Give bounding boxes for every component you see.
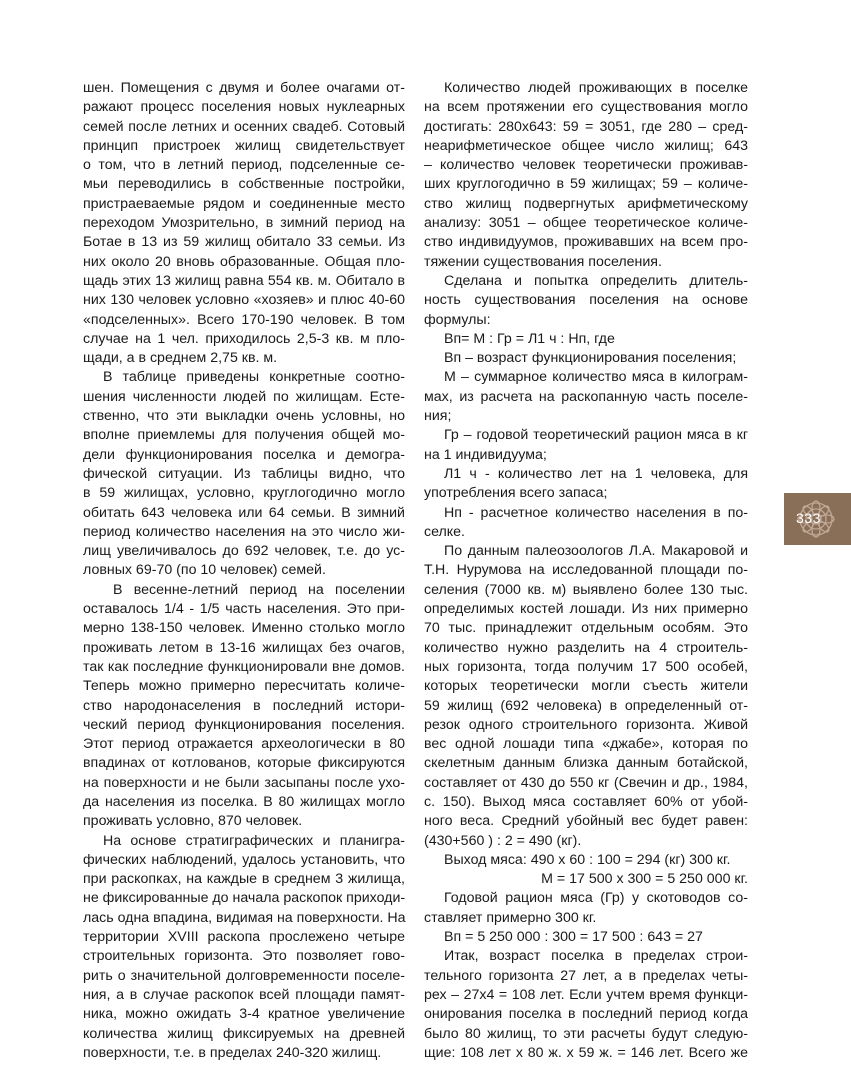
text-line: неарифметическое общее число жилищ; 643: [424, 137, 748, 154]
text-line: впадинах от котлованов, которые фиксируются: [83, 755, 405, 772]
text-line: дели функционирования поселка и демогра-: [83, 446, 405, 463]
text-line: лищ увеличивалось до 692 человек, т.е. до ус-: [83, 543, 405, 560]
text-line: них около 20 вновь образованные. Общая пло-: [83, 253, 405, 270]
text-line: оставалось 1/4 - 1/5 часть населения. Это при-: [83, 601, 405, 618]
text-line: щадь этих 13 жилищ равна 554 кв. м. Обитало в: [83, 272, 405, 289]
text-line: которых теоретически могли съесть жители: [424, 678, 748, 695]
text-line: Количество людей проживающих в поселке: [444, 80, 748, 96]
page-number: 333: [796, 510, 821, 526]
text-line: фических наблюдений, удалось установить, что: [83, 851, 405, 868]
text-line: скелетным данным близка данным ботайской,: [424, 755, 748, 772]
text-line: 59 жилищ (692 человека) в определенный от-: [424, 697, 748, 714]
text-line: было 80 жилищ, то эти расчеты будут следую-: [424, 1025, 748, 1042]
text-line: употребления всего запаса;: [424, 485, 608, 502]
text-line: так как последние функционировали вне домов.: [83, 658, 405, 675]
text-line: ство народонаселения в последний истори-: [83, 697, 405, 714]
text-line: Гр – годовой теоретический рацион мяса в кг: [444, 427, 748, 444]
text-line: семей после летних и осенних свадеб. Сотовый: [83, 118, 405, 135]
text-line: Вп – возраст функционирования поселения;: [444, 350, 737, 367]
text-line: ражают процесс поселения новых нуклеарных: [83, 99, 405, 116]
text-line: территории XVIII раскопа прослежено четыре: [83, 929, 405, 946]
text-line: да населения из поселка. В 80 жилищах могло: [83, 793, 405, 810]
text-line: (430+560 ) : 2 = 490 (кг).: [424, 832, 582, 849]
text-line: М – суммарное количество мяса в килограм-: [444, 369, 748, 386]
text-line: ство жилищ подвергнутых арифметическому: [424, 195, 748, 212]
text-line: Годовой рацион мяса (Гр) у скотоводов со-: [444, 890, 748, 907]
text-line: о том, что в летний период, подселенные се-: [83, 157, 405, 174]
page-number-tab: [784, 493, 851, 545]
text-line: рех – 27х4 = 108 лет. Если учтем время функци-: [424, 986, 748, 1003]
text-line: ность существования поселения на основе: [424, 292, 748, 309]
text-line: Выход мяса: 490 х 60 : 100 = 294 (кг) 300 кг.: [444, 851, 731, 868]
text-line: Теперь можно примерно пересчитать количе-: [83, 678, 405, 695]
text-line: на поверхности и не были засыпаны после ухо-: [83, 774, 405, 791]
text-line: Нп - расчетное количество населения в по-: [444, 504, 748, 521]
text-line: определимых костей лошади. Из них примерно: [424, 601, 748, 618]
text-line: ния;: [424, 408, 452, 425]
text-line: них 130 человек условно «хозяев» и плюс 40-60: [83, 292, 405, 309]
text-line: ния, а в случае раскопок всей площади памят-: [83, 986, 405, 1003]
text-line: селения (7000 кв. м) выявлено более 130 тыс.: [424, 581, 748, 598]
text-line: тельного горизонта 27 лет, а в пределах четы-: [424, 967, 748, 984]
text-line: ственно, что эти выкладки очень условны, но: [83, 408, 405, 425]
text-line: мьи переводились в собственные постройки,: [83, 176, 405, 193]
text-line: мерно 138-150 человек. Именно столько могло: [83, 620, 405, 637]
text-line: проживать условно, 870 человек.: [83, 813, 303, 830]
text-line: пристраеваемые рядом и соединенные место: [83, 195, 405, 212]
text-line: «подселенных». Всего 170-190 человек. В том: [83, 311, 405, 328]
text-line: щие: 108 лет х 80 ж. х 59 ж. = 146 лет. Всего же: [424, 1044, 748, 1061]
text-line: На основе стратиграфических и планигра-: [103, 832, 405, 849]
text-line: фической ситуации. Из таблицы видно, что: [83, 465, 405, 482]
text-line: обитать 643 человека или 64 семьи. В зимний: [83, 504, 405, 521]
text-line: Л1 ч - количество лет на 1 человека, для: [444, 465, 748, 482]
text-line: щади, а в среднем 2,75 кв. м.: [83, 350, 278, 367]
text-line: принцип пристроек жилищ свидетельствует: [83, 137, 405, 154]
text-line: Ботае в 13 из 59 жилищ обитало 33 семьи. Из: [83, 234, 405, 251]
text-line: ставляет примерно 300 кг.: [424, 909, 597, 926]
right-column: [424, 79, 748, 1063]
text-line: онирования поселка в последний период когда: [424, 1006, 748, 1023]
text-line: строительных горизонта. Это позволяет гово-: [83, 948, 405, 965]
text-line: количества жилищ фиксируемых на древней: [83, 1025, 405, 1042]
text-line: мах, из расчета на раскопанную часть поселе-: [424, 388, 748, 405]
text-line: не фиксированные до начала раскопок приходи-: [83, 890, 406, 907]
text-line: вес одной лошади типа «джабе», которая по: [424, 736, 748, 753]
left-column: [83, 79, 405, 1063]
text-line: Итак, возраст поселка в пределах строи-: [444, 948, 748, 965]
text-line: шен. Помещения с двумя и более очагами от-: [83, 80, 405, 96]
text-line: В весенне-летний период на поселении: [113, 581, 405, 598]
text-line: ческий период функционирования поселения.: [83, 716, 405, 733]
text-line: ших круглогодично в 59 жилищах; 59 – количе-: [424, 176, 748, 193]
text-line: на всем протяжении его существования могло: [424, 99, 748, 116]
text-line: в 59 жилищах, условно, круглогодично могло: [83, 485, 405, 502]
text-line: анализу: 3051 – общее теоретическое количе-: [424, 215, 748, 232]
text-line: составляет от 430 до 550 кг (Свечин и др., 1984,: [424, 774, 748, 791]
text-line: В таблице приведены конкретные соотно-: [103, 369, 405, 386]
text-line: ловных 69-70 (по 10 человек) семей.: [83, 562, 326, 579]
text-line: вполне приемлемы для получения общей мо-: [83, 427, 405, 444]
text-line: переходом Умозрительно, в зимний период на: [83, 215, 405, 232]
text-line: тяжении существования поселения.: [424, 253, 662, 270]
text-line: при раскопках, на каждые в среднем 3 жилища,: [83, 871, 405, 888]
text-line: случае на 1 чел. приходилось 2,5-3 кв. м пло-: [83, 330, 405, 347]
text-line: на 1 индивидуума;: [424, 446, 547, 463]
text-line: Вп= М : Гр = Л1 ч : Нп, где: [444, 330, 615, 347]
text-line: период количество населения на это число жи-: [83, 523, 405, 540]
text-line: 70 тыс. принадлежит отдельным особям. Это: [424, 620, 748, 637]
text-line: с. 150). Выход мяса составляет 60% от убой-: [424, 793, 748, 810]
text-line: Сделана и попытка определить длитель-: [444, 272, 748, 289]
text-line: шения численности людей по жилищам. Есте-: [83, 388, 405, 405]
text-line: Т.Н. Нурумова на исследованной площади по-: [424, 562, 748, 579]
text-line: формулы:: [424, 311, 491, 328]
text-line: поверхности, т.е. в пределах 240-320 жилищ.: [83, 1044, 382, 1061]
text-line: ных горизонта, тогда получим 17 500 особей,: [424, 658, 748, 675]
text-line: лась одна впадина, видимая на поверхности. На: [83, 909, 406, 926]
text-line: ного веса. Средний убойный вес будет равен:: [424, 813, 748, 830]
text-line: – количество человек теоретически проживав-: [424, 157, 748, 174]
text-line: количество нужно разделить на 4 строитель-: [424, 639, 748, 656]
text-line: проживать летом в 13-16 жилищах без очагов,: [83, 639, 405, 656]
text-line: ника, можно ожидать 3-4 кратное увеличение: [83, 1006, 405, 1023]
text-line: По данным палеозоологов Л.А. Макаровой и: [444, 543, 748, 560]
text-line: резок одного строительного горизонта. Живой: [424, 716, 748, 733]
text-line: рить о значительной долговременности поселе-: [83, 967, 405, 984]
text-line: Вп = 5 250 000 : 300 = 17 500 : 643 = 27: [444, 929, 703, 946]
text-line: ство индивидуумов, проживавших на всем про-: [424, 234, 748, 251]
text-line: Этот период отражается археологически в 80: [83, 736, 405, 753]
text-line: достигать: 280х643: 59 = 3051, где 280 – сред-: [424, 118, 748, 135]
text-line: селке.: [424, 523, 465, 540]
text-line: М = 17 500 х 300 = 5 250 000 кг.: [541, 871, 748, 888]
